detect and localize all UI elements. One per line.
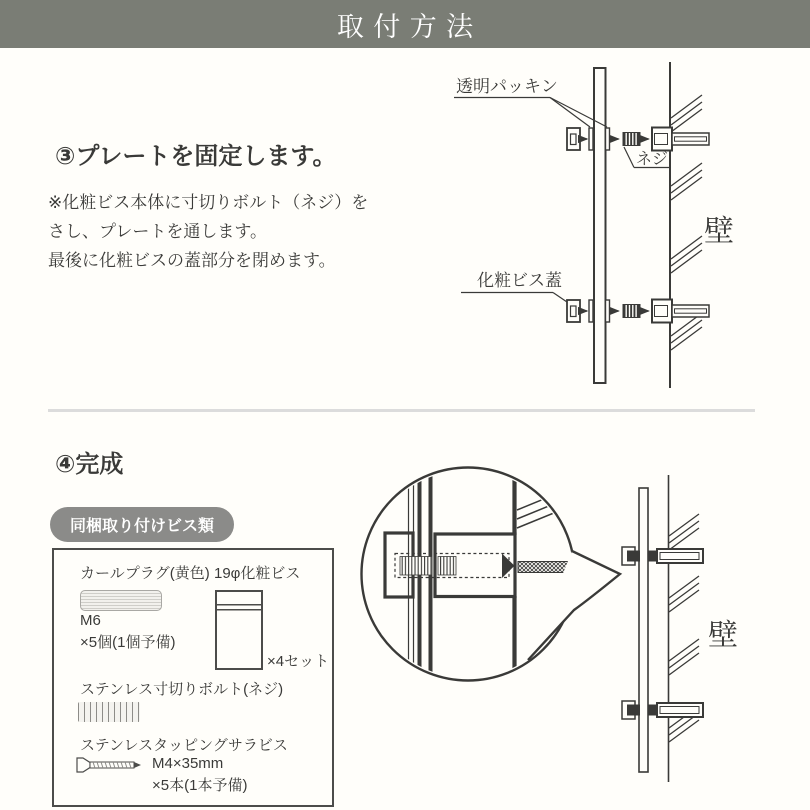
bolt-label: ステンレス寸切りボルト(ネジ)	[80, 681, 284, 698]
plug-size: M6	[80, 612, 101, 629]
packing-left	[589, 128, 593, 150]
step4-heading: ④完成	[55, 451, 124, 478]
cap-leader	[461, 293, 567, 303]
screw-label: ネジ	[636, 151, 669, 168]
step3-note-line2: さし、プレートを通します。	[48, 222, 267, 242]
step4-diagram	[350, 440, 810, 810]
bis-label: 19φ化粧ビス	[214, 565, 301, 582]
step3-note	[48, 188, 408, 276]
bis-qty: ×4セット	[267, 653, 330, 670]
bis-illustration	[215, 590, 263, 670]
exploded-row-bottom	[567, 300, 709, 323]
wall-label: 壁	[704, 215, 734, 248]
plate	[639, 488, 648, 772]
tapping-screw-illustration	[76, 756, 142, 774]
wall-anchor-core	[675, 309, 707, 313]
header-bar	[0, 0, 810, 48]
bolt-thread-2	[438, 557, 456, 576]
standoff-slot	[655, 134, 668, 145]
tapping-qty: ×5本(1本予備)	[152, 777, 248, 794]
fixing-top	[622, 547, 703, 565]
step3-note-line3: 最後に化粧ビスの蓋部分を閉めます。	[48, 251, 336, 271]
page-title: 取付方法	[336, 11, 483, 42]
section-divider	[48, 409, 755, 412]
standoff-slot	[655, 306, 668, 317]
bolt-illustration	[78, 702, 140, 722]
plug-illustration	[80, 590, 162, 611]
plug-label: カールプラグ(黄色)	[80, 565, 210, 582]
plug-qty: ×5個(1個予備)	[80, 634, 176, 651]
fixing-bottom	[622, 701, 703, 719]
tapping-label: ステンレスタッピングサラビス	[80, 737, 288, 754]
packing-right	[606, 128, 610, 150]
tapping-size: M4×35mm	[152, 755, 224, 772]
step3-heading: ③プレートを固定します。	[55, 143, 337, 170]
wall-anchor-core	[675, 137, 707, 141]
cap-slot	[571, 134, 577, 145]
included-screws-badge: 同梱取り付けビス類	[50, 507, 234, 542]
wall-label: 壁	[708, 619, 738, 652]
plate	[594, 68, 606, 383]
cap-label: 化粧ビス蓋	[477, 271, 562, 290]
cap-slot	[571, 306, 577, 317]
parts-box	[52, 548, 334, 807]
packing-right	[606, 300, 610, 322]
packing-leader	[454, 98, 607, 128]
bolt-thread-1	[400, 557, 432, 576]
exploded-row-top	[567, 128, 709, 151]
packing-left	[589, 300, 593, 322]
packing-label: 透明パッキン	[456, 77, 558, 96]
step3-note-line1: ※化粧ビス本体に寸切りボルト（ネジ）を	[48, 193, 369, 212]
step3-diagram	[440, 55, 810, 400]
